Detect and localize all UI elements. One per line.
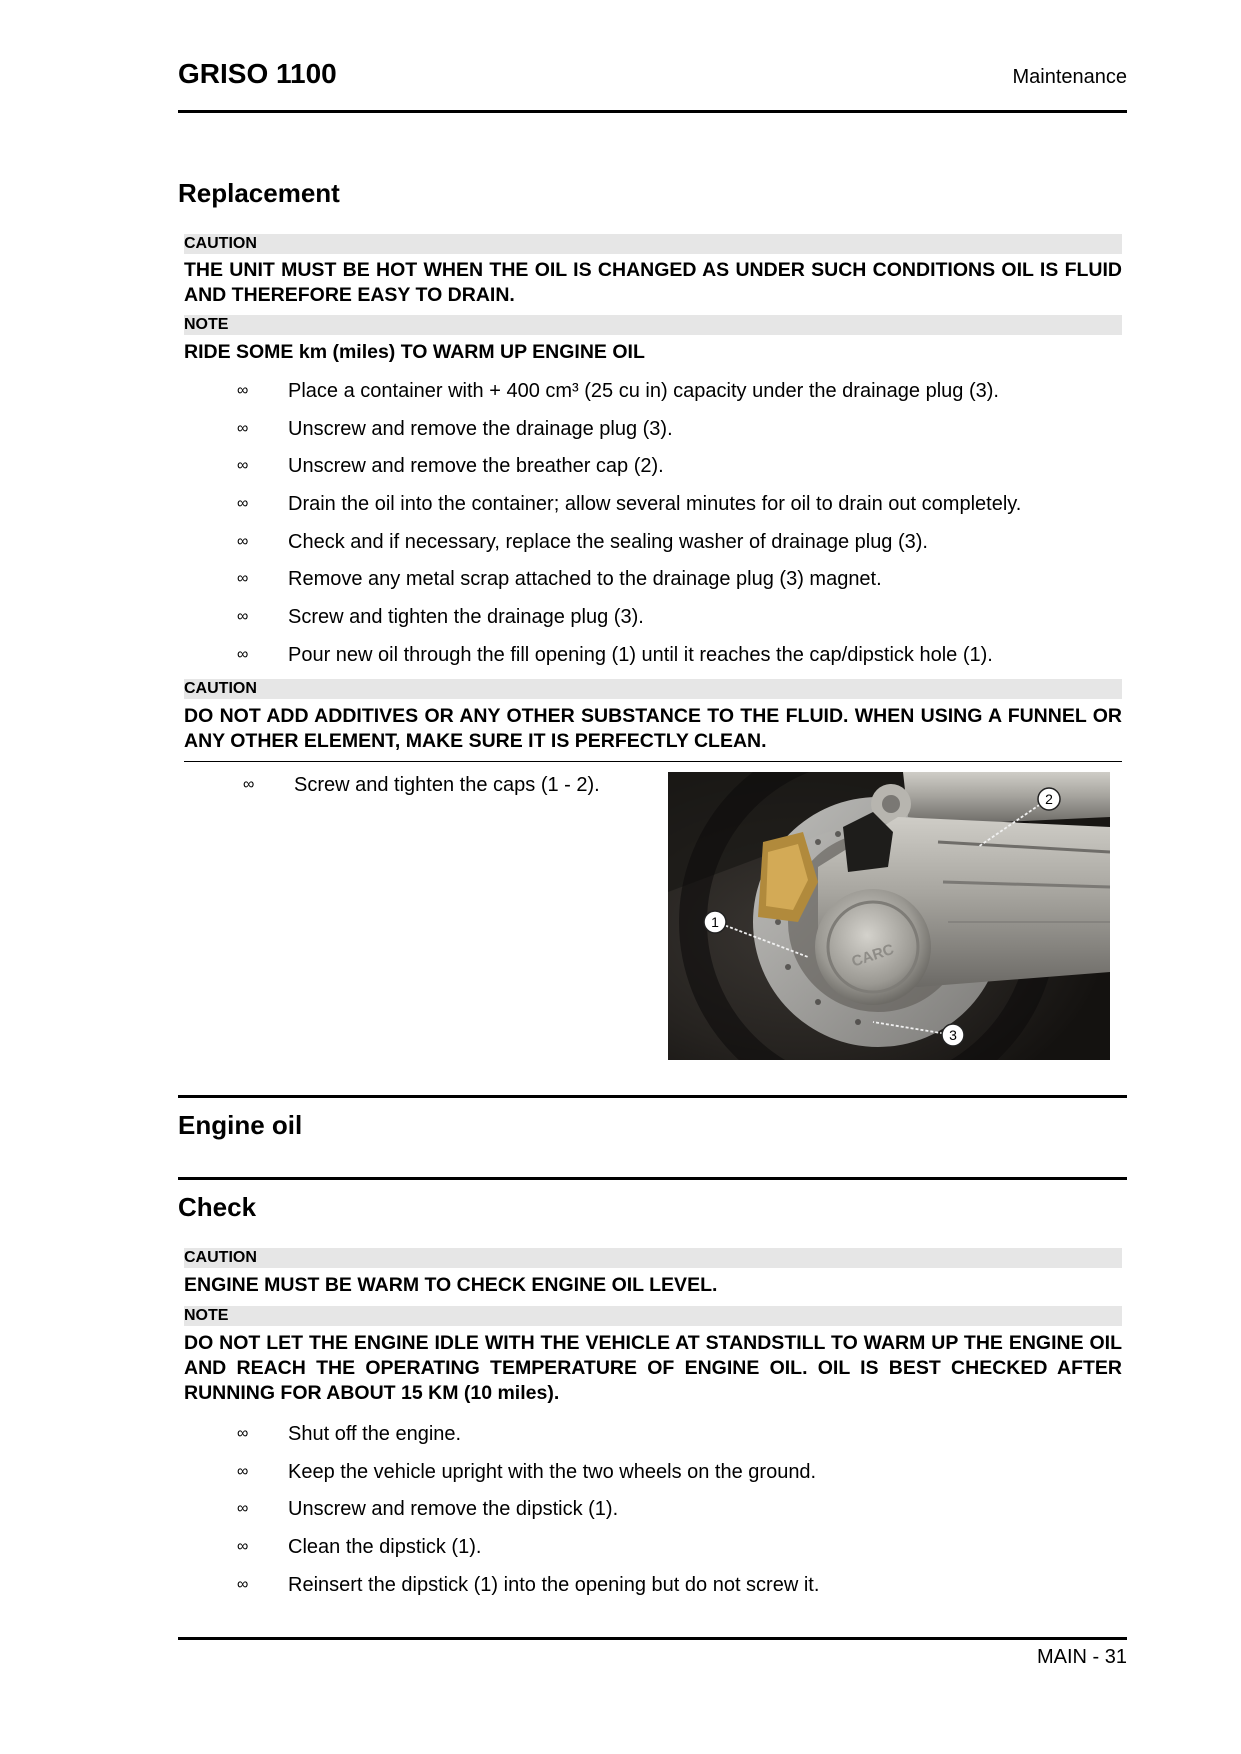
bullet-icon: ∞ bbox=[237, 419, 249, 437]
page-title: GRISO 1100 bbox=[178, 58, 337, 89]
bullet-icon: ∞ bbox=[243, 776, 255, 793]
bullet-icon: ∞ bbox=[237, 495, 249, 513]
bullet-icon: ∞ bbox=[237, 645, 249, 663]
svg-text:1: 1 bbox=[711, 914, 719, 930]
header-rule bbox=[178, 110, 1127, 113]
check-heading: Check bbox=[178, 1192, 257, 1222]
bullet-icon: ∞ bbox=[237, 382, 249, 399]
caution-label: CAUTION bbox=[184, 679, 1122, 699]
callout-3 bbox=[942, 1024, 964, 1046]
bullet-icon: ∞ bbox=[237, 1538, 249, 1556]
bullet-icon: ∞ bbox=[237, 1425, 249, 1442]
svg-text:3: 3 bbox=[949, 1027, 957, 1043]
hub-photo-drawing bbox=[668, 772, 1110, 1060]
bullet-icon: ∞ bbox=[237, 1575, 249, 1593]
engine-oil-heading: Engine oil bbox=[178, 1110, 303, 1140]
replacement-heading: Replacement bbox=[178, 178, 340, 208]
bullet-icon: ∞ bbox=[237, 457, 249, 475]
footer-rule bbox=[178, 1637, 1127, 1640]
bullet-icon: ∞ bbox=[237, 1500, 249, 1518]
bullet-icon: ∞ bbox=[237, 1462, 249, 1480]
bullet-icon: ∞ bbox=[237, 570, 249, 588]
section-name: Maintenance bbox=[1012, 66, 1127, 88]
manual-page: GRISO 1100 Maintenance Replacement CAUTION THE UNIT MUST BE HOT WHEN THE OIL IS CHANGED AS UNDER SUCH CONDITIONS OIL IS FLUID AND THEREFORE EASY TO DRAIN. NOTE RIDE SOME km (miles) TO WARM UP ENGINE OIL ∞ Place a container with + 400 cm³ (25 cu in) capacity under the drainage plug (3). ∞ Unscrew and remove the drainage plug (3). ∞ Unscrew and remove the breather cap (2). ∞ Drain the oil into the container; allow several minutes for oil to drain out completely. ∞ Check and if necessary, replace the sealing washer of drainage plug (3). ∞ Remove any metal scrap attached to the drainage plug (3) magnet. ∞ Screw and tighten the drainage plug (3). ∞ Pour new oil through the fill opening (1) until it reaches the cap/dipstick hole (1). CAUTION DO NOT ADD ADDITIVES OR ANY OTHER SUBSTANCE TO THE FLUID. WHEN USING A FUNNEL OR ANY OTHER ELEMENT, MAKE SURE IT IS PERFECTLY CLEAN. ∞ Screw and tighten the caps (1 - 2). CARC 1 2 3 Engine oil Check CAUTION ENGINE MUST BE WARM TO CHECK ENGINE OIL LEVEL. NOTE DO NOT LET THE ENGINE IDLE WITH THE VEHICLE AT STANDSTILL TO WARM UP THE ENGINE OIL AND REACH THE OPERATING TEMPERATURE OF ENGINE OIL. OIL IS BEST CHECKED AFTER RUNNING FOR ABOUT 15 KM (10 miles). ∞ Shut off the engine. ∞ Keep the vehicle upright with the two wheels on the ground. ∞ Unscrew and remove the dipstick (1). ∞ Clean the dipstick (1). ∞ Reinsert the dipstick (1) into the opening but do not screw it. MAIN - 31 bbox=[0, 0, 1241, 1754]
hub-text: CARC bbox=[849, 940, 897, 971]
note-label: NOTE bbox=[184, 1306, 1122, 1326]
note-text: DO NOT LET THE ENGINE IDLE WITH THE VEHICLE AT STANDSTILL TO WARM UP THE ENGINE OIL AND REACH THE OPERATING TEMPERATURE OF ENGINE OIL. OIL IS BEST CHECKED AFTER RUNNING FOR ABOUT 15 KM (10 miles). bbox=[184, 1332, 1122, 1404]
note-text: RIDE SOME km (miles) TO WARM UP ENGINE OIL bbox=[184, 341, 645, 363]
caution-label: CAUTION bbox=[184, 1248, 1122, 1268]
caution-text: ENGINE MUST BE WARM TO CHECK ENGINE OIL LEVEL. bbox=[184, 1274, 718, 1296]
caution-text: THE UNIT MUST BE HOT WHEN THE OIL IS CHANGED AS UNDER SUCH CONDITIONS OIL IS FLUID AND THEREFORE EASY TO DRAIN. bbox=[184, 259, 1122, 306]
note-label: NOTE bbox=[184, 315, 1122, 335]
caution-text: DO NOT ADD ADDITIVES OR ANY OTHER SUBSTANCE TO THE FLUID. WHEN USING A FUNNEL OR ANY OTHER ELEMENT, MAKE SURE IT IS PERFECTLY CLEAN. bbox=[184, 705, 1122, 752]
rear-hub-photo bbox=[668, 772, 1110, 1060]
section-rule bbox=[178, 1095, 1127, 1098]
callout-2 bbox=[1038, 788, 1060, 810]
bullet-icon: ∞ bbox=[237, 532, 249, 550]
bullet-icon: ∞ bbox=[237, 608, 249, 626]
page-number: MAIN - 31 bbox=[1036, 1646, 1127, 1668]
final-step: ∞ Screw and tighten the caps (1 - 2). bbox=[243, 774, 600, 796]
svg-text:2: 2 bbox=[1045, 791, 1053, 807]
divider bbox=[184, 761, 1122, 762]
section-rule bbox=[178, 1177, 1127, 1180]
caution-label: CAUTION bbox=[184, 234, 1122, 254]
callout-1 bbox=[704, 911, 726, 933]
